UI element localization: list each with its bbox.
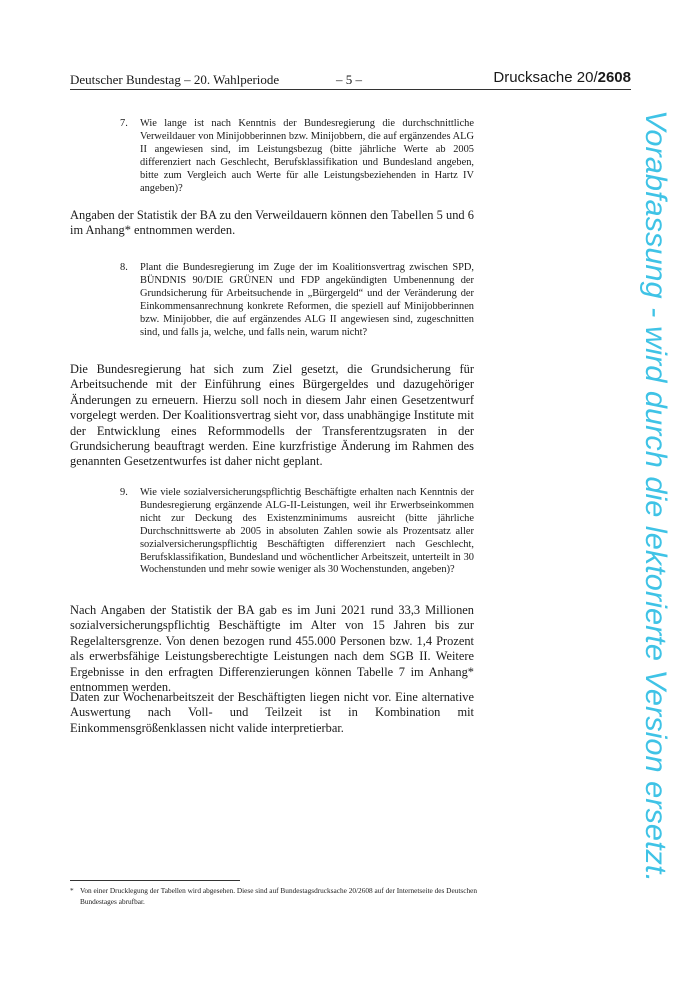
answer-8: Die Bundesregierung hat sich zum Ziel gesetzt, die Grundsicherung für Arbeitsuchende mit der Einführung eines Bürgergeldes und dazugehöriger Änderungen zu erneuern. Hierzu soll noch in diesem Jahr einen Gesetzentwurf vorgelegt werden. Der Koalitionsvertrag sieht vor, dass unabhängige Institute mit der Entwicklung eines Reformmodells der Transferentzugsraten in der Grundsicherung beauftragt werden. Eine kurzfristige Änderung im Rahmen des genannten Gesetzentwurfes ist daher nicht geplant. [70,362,474,469]
document-number-bold: 2608 [597,69,631,86]
question-number: 7. [120,118,128,129]
document-number-prefix: Drucksache [493,69,573,86]
footnote-marker: * [70,886,74,895]
header-parliament: Deutscher Bundestag – 20. Wahlperiode [70,72,280,87]
page-number: – 5 – [336,72,362,87]
question-text: Plant die Bundesregierung im Zuge der im Koalitionsvertrag zwischen SPD, BÜNDNIS 90/DIE GRÜNEN und FDP angekündigten Umbenennung der Grundsicherung für Arbeitsuchende in „Bürgergeld“ und der Veränderung der Einkommensanrechnung konkrete Reformen, die speziell auf Minijobberinnen bzw. Minijobber, die auf ergänzendes ALG II angewiesen sind, zugeschnitten sind, und falls ja, welche, und falls nein, warum nicht? [140,262,474,338]
footnote-rule [70,880,240,881]
question-text: Wie viele sozialversicherungspflichtig Beschäftigte erhalten nach Kenntnis der Bundesregierung ergänzende ALG-II-Leistungen, weil ihr Erwerbseinkommen nicht zur Deckung des Existenzminimums ausreicht (bitte jährliche Durchschnittswerte ab 2005 in absoluten Zahlen sowie als Prozentsatz aller sozialversicherungspflichtig Beschäftigten differenziert nach Geschlecht, Berufsklassifikation, Bundesland und wöchentlicher Arbeitszeit, unterteilt in 30 Wochenstunden und mehr sowie weniger als 30 Wochenstunden, angeben)? [140,487,474,576]
question-text: Wie lange ist nach Kenntnis der Bundesregierung die durchschnittliche Verweildauer von Minijobberinnen bzw. Minijobbern, die auf ergänzendes ALG II angewiesen sind, im Leistungsbezug (bitte jährliche Werte ab 2005 differenziert nach Geschlecht, Berufsklassifikation und Bundesland angeben, bitte zum Vergleich auch Werte für alle Leistungsbeziehenden in Hartz IV angeben)? [140,118,474,194]
footnote-text: Von einer Drucklegung der Tabellen wird abgesehen. Diese sind auf Bundestagsdrucksache 20/2608 auf der Internetseite des Deutschen Bundestages abrufbar. [80,886,477,906]
answer-9-paragraph-1: Nach Angaben der Statistik der BA gab es im Juni 2021 rund 33,3 Millionen sozialversicherungspflichtig Beschäftigte im Alter von 15 Jahren bis zur Regelaltersgrenze. Von denen bezogen rund 455.000 Personen bzw. 1,4 Prozent als erwerbsfähige Leistungsberechtigte Leistungen nach dem SGB II. Weitere Ergebnisse in den erfragten Differenzierungen können Tabelle 7 im Anhang* entnommen werden. [70,603,474,695]
answer-7: Angaben der Statistik der BA zu den Verweildauern können den Tabellen 5 und 6 im Anhang* entnommen werden. [70,208,474,238]
document-number [493,69,631,86]
preliminary-watermark [629,110,687,886]
document-number-light: 20/ [576,69,598,86]
watermark-svg [629,110,687,886]
answer-9-paragraph-2: Daten zur Wochenarbeitszeit der Beschäftigten liegen nicht vor. Eine alternative Auswertung nach Voll- und Teilzeit ist in Kombination mit Einkommensgrößenklassen nicht valide interpretierbar. [70,690,474,735]
question-number: 8. [120,262,128,273]
question-number: 9. [120,487,128,498]
question-8 [120,262,474,339]
question-9 [120,487,474,577]
footnote [70,886,480,907]
header-rule [70,89,631,90]
question-7 [120,118,474,195]
watermark-text: Vorabfassung - wird durch die lektorierte Version ersetzt. [639,110,672,864]
